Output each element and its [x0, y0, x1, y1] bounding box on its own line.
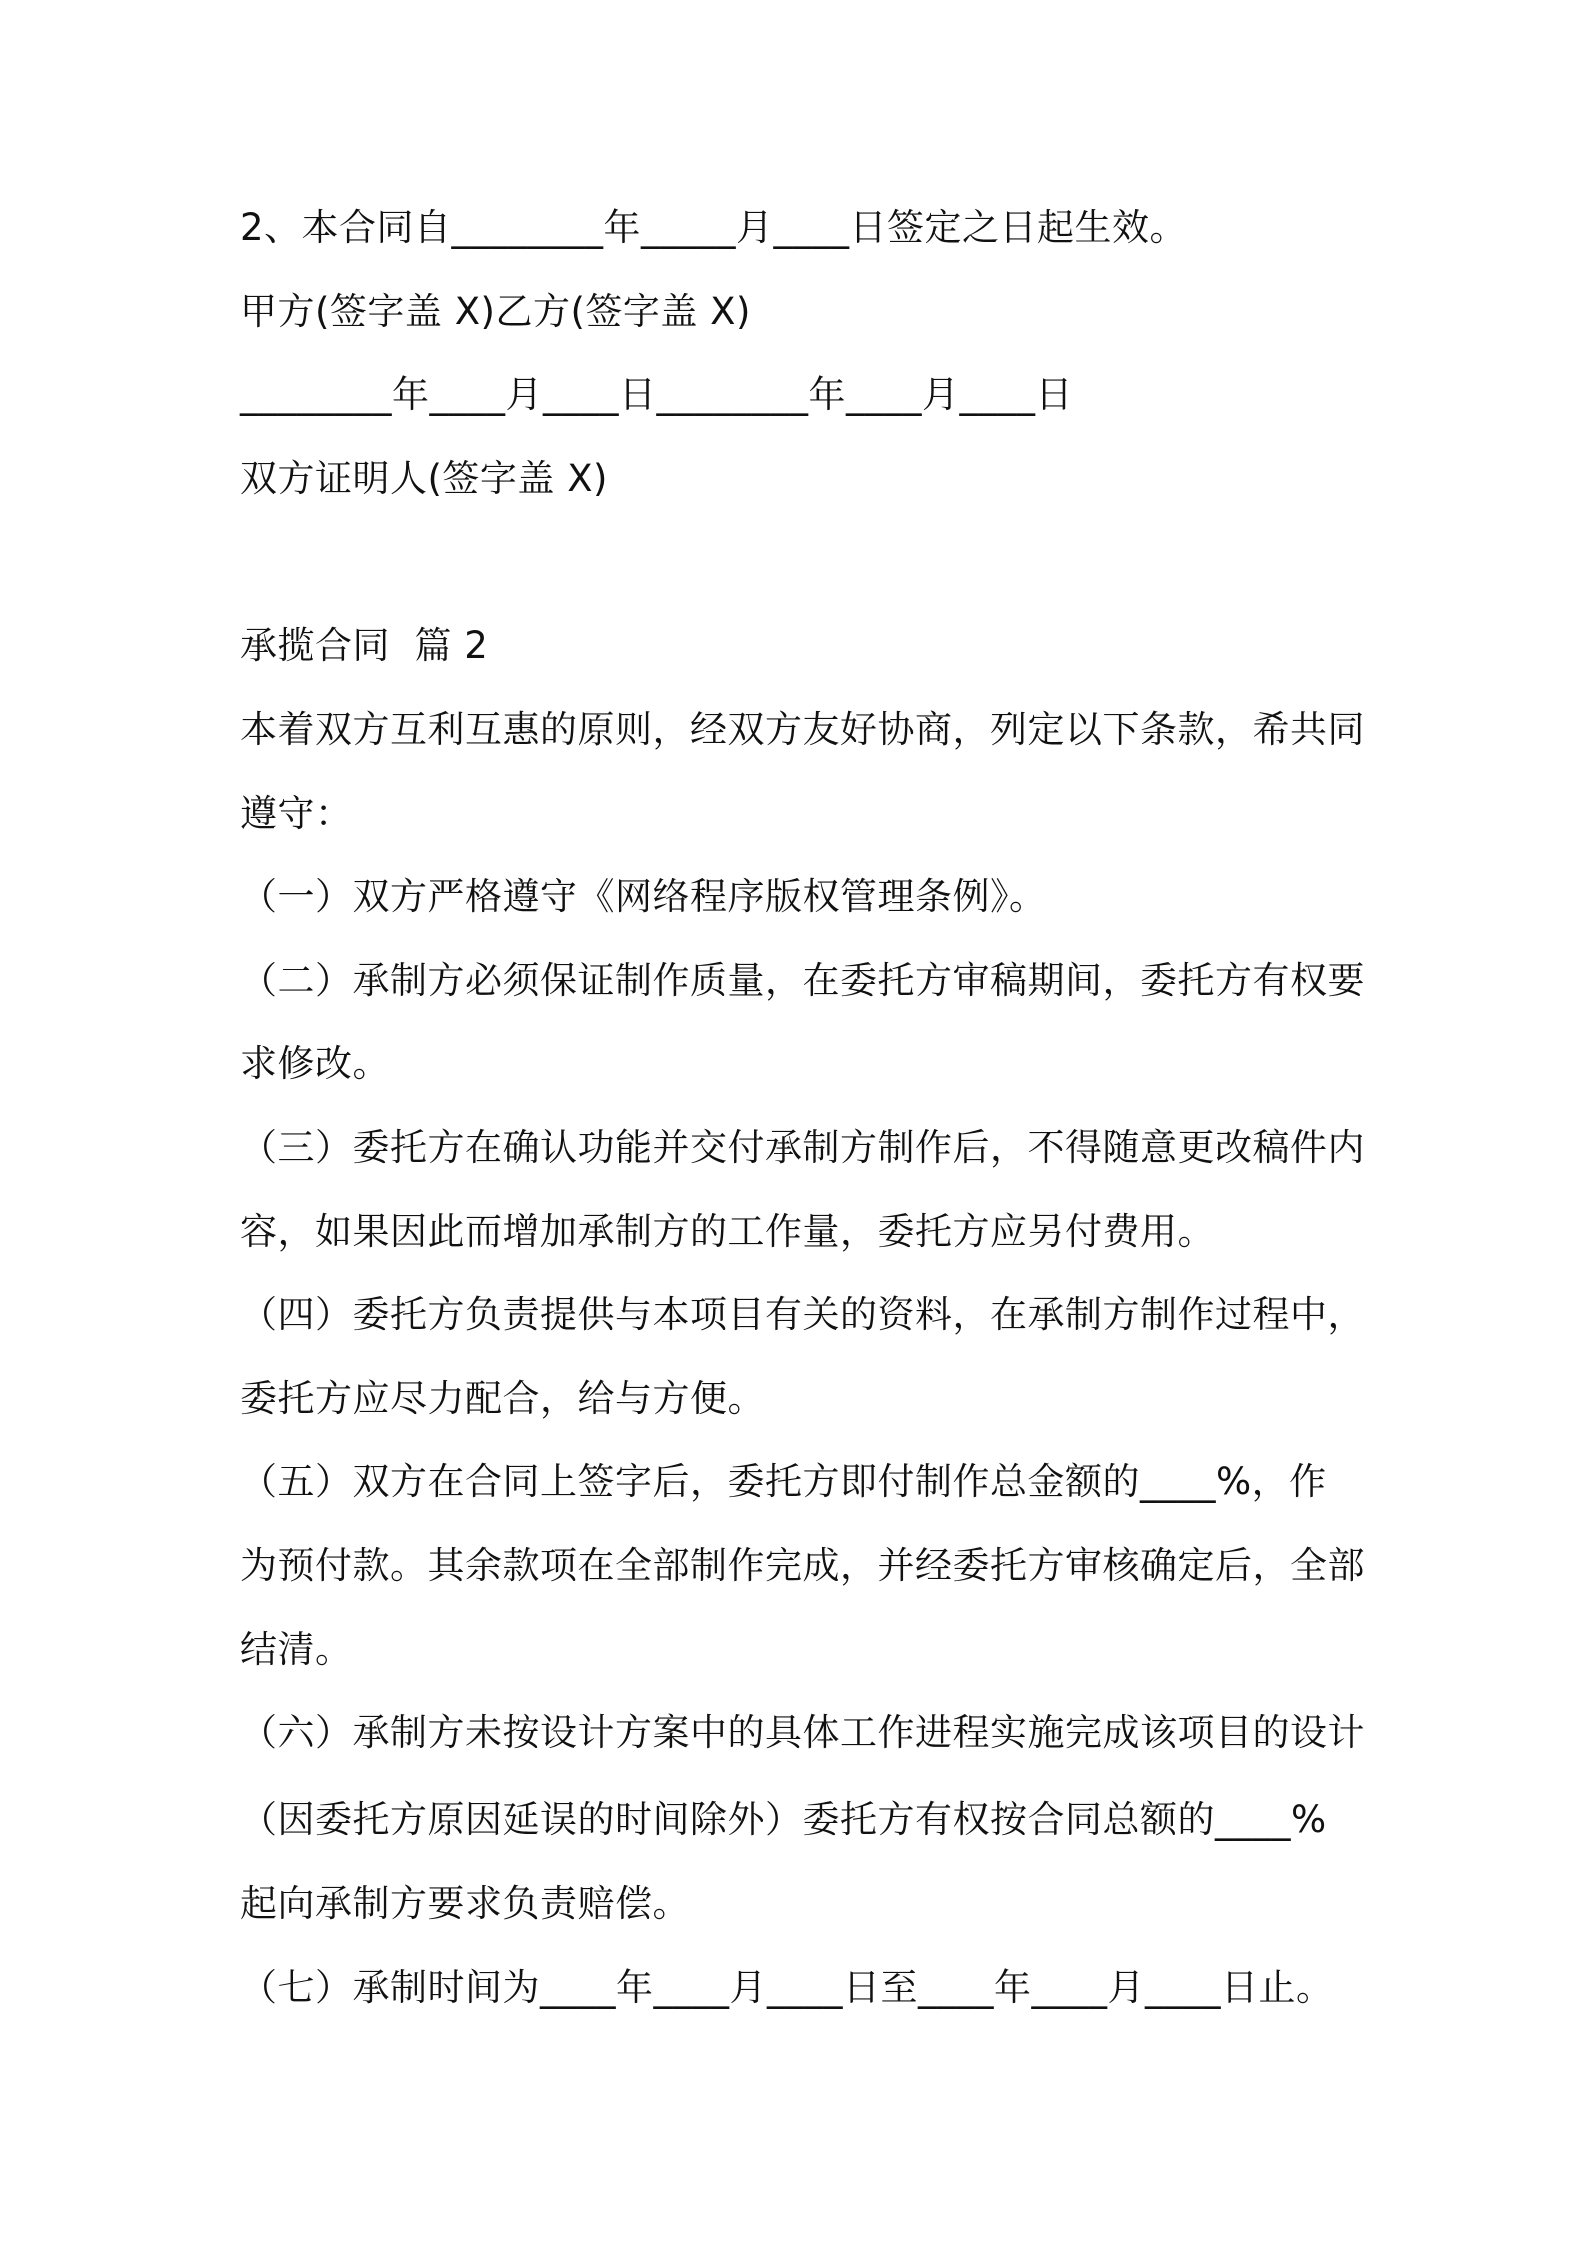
intro-paragraph-line-2: 遵守： [240, 792, 353, 835]
clause-6-line-1: （六）承制方未按设计方案中的具体工作进程实施完成该项目的设计 [240, 1711, 1365, 1754]
witness-signature-line: 双方证明人(签字盖 X) [240, 457, 608, 500]
clause-4-line-1: （四）委托方负责提供与本项目有关的资料，在承制方制作过程中， [240, 1293, 1365, 1336]
clause-5-line-3: 结清。 [240, 1628, 353, 1671]
clause-6-line-3: 起向承制方要求负责赔偿。 [240, 1882, 690, 1925]
clause-1: （一）双方严格遵守《网络程序版权管理条例》。 [240, 875, 1047, 918]
party-signatures-line: 甲方(签字盖 X)乙方(签字盖 X) [240, 290, 751, 333]
signature-dates-line: ________年____月____日________年____月____日 [240, 373, 1073, 416]
intro-paragraph-line-1: 本着双方互利互惠的原则，经双方友好协商，列定以下条款，希共同 [240, 708, 1365, 751]
clause-4-line-2: 委托方应尽力配合，给与方便。 [240, 1377, 765, 1420]
clause-3-line-1: （三）委托方在确认功能并交付承制方制作后，不得随意更改稿件内 [240, 1126, 1365, 1169]
clause-2-line-1: （二）承制方必须保证制作质量，在委托方审稿期间，委托方有权要 [240, 959, 1365, 1002]
clause-3-line-2: 容，如果因此而增加承制方的工作量，委托方应另付费用。 [240, 1210, 1215, 1253]
section-heading: 承揽合同 篇 2 [240, 624, 489, 667]
clause-6-line-2: （因委托方原因延误的时间除外）委托方有权按合同总额的____% [240, 1798, 1327, 1841]
clause-2-line-2: 求修改。 [240, 1042, 390, 1085]
clause-5-line-2: 为预付款。其余款项在全部制作完成，并经委托方审核确定后，全部 [240, 1544, 1365, 1587]
clause-5-line-1: （五）双方在合同上签字后，委托方即付制作总金额的____%，作 [240, 1460, 1327, 1503]
clause-7: （七）承制时间为____年____月____日至____年____月____日止。 [240, 1966, 1334, 2009]
effective-date-clause: 2、本合同自________年_____月____日签定之日起生效。 [240, 206, 1188, 249]
